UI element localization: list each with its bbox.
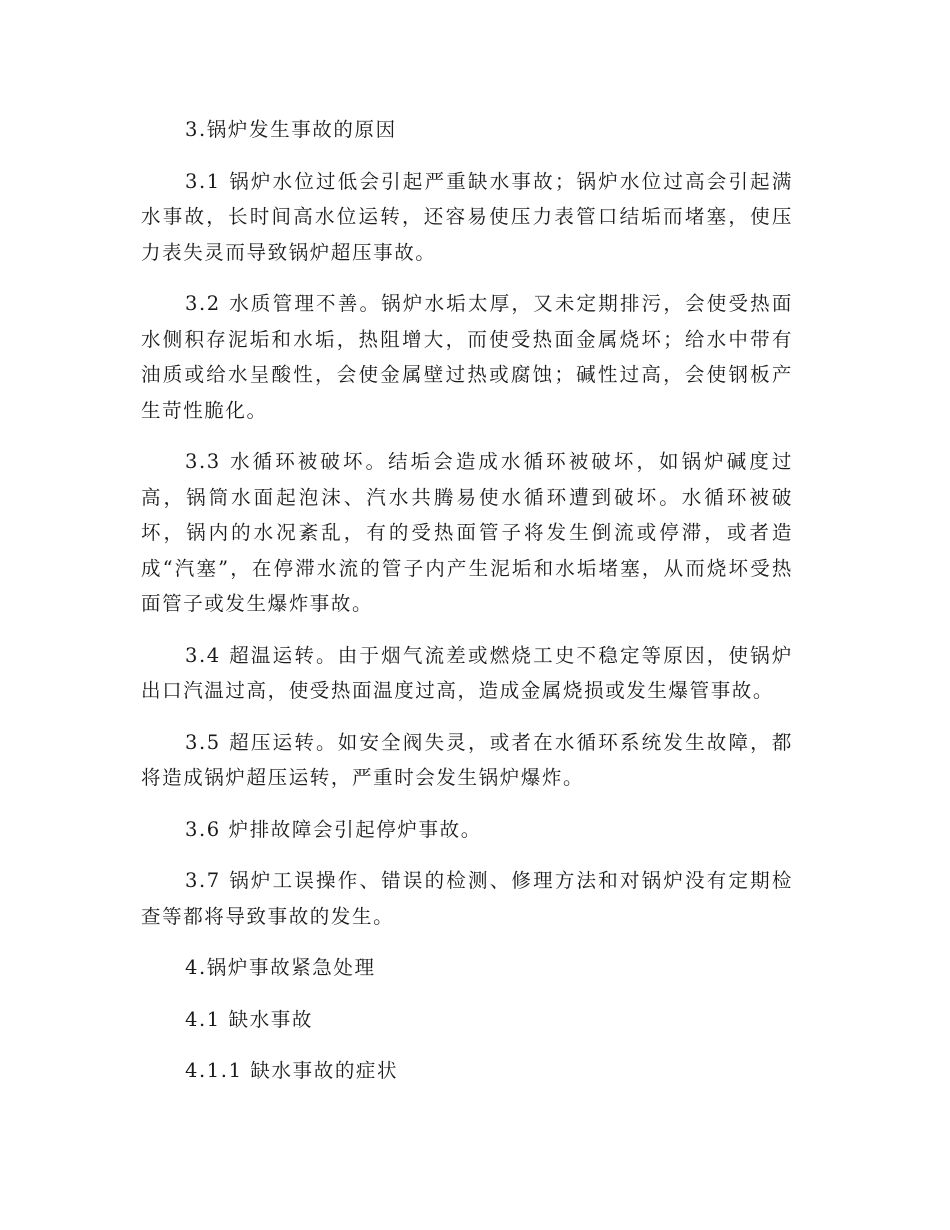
subsection-heading-4-1-1: 4.1.1 缺水事故的症状 [185, 1059, 399, 1082]
subsection-heading-4-1: 4.1 缺水事故 [185, 1007, 314, 1031]
section-heading-4: 4.锅炉事故紧急处理 [185, 956, 376, 979]
document-body [141, 112, 793, 1105]
section-heading-3: 3.锅炉发生事故的原因 [185, 118, 397, 141]
paragraph-3-3: 3.3 水循环被破坏。结垢会造成水循环被破坏，如锅炉碱度过高，锅筒水面起泡沫、汽水共腾易使水循环遭到破坏。水循环被破坏，锅内的水况紊乱，有的受热面管子将发生倒流或停滞，或者造成“汽塞”，在停滞水流的管子内产生泥垢和水垢堵塞，从而烧坏受热面管子或发生爆炸事故。 [141, 450, 793, 615]
paragraph-3-1: 3.1 锅炉水位过低会引起严重缺水事故；锅炉水位过高会引起满水事故，长时间高水位运转，还容易使压力表管口结垢而堵塞，使压力表失灵而导致锅炉超压事故。 [141, 169, 793, 264]
paragraph-3-4: 3.4 超温运转。由于烟气流差或燃烧工史不稳定等原因，使锅炉出口汽温过高，使受热面温度过高，造成金属烧损或发生爆管事故。 [141, 643, 793, 702]
paragraph-3-7: 3.7 锅炉工误操作、错误的检测、修理方法和对锅炉没有定期检查等都将导致事故的发生。 [141, 869, 793, 928]
paragraph-3-5: 3.5 超压运转。如安全阀失灵，或者在水循环系统发生故障，都将造成锅炉超压运转，严重时会发生锅炉爆炸。 [141, 730, 793, 789]
paragraph-3-6: 3.6 炉排故障会引起停炉事故。 [185, 817, 482, 841]
paragraph-3-2: 3.2 水质管理不善。锅炉水垢太厚，又未定期排污，会使受热面水侧积存泥垢和水垢，热阻增大，而使受热面金属烧坏；给水中带有油质或给水呈酸性，会使金属壁过热或腐蚀；碱性过高，会使钢板产生苛性脆化。 [141, 292, 793, 422]
